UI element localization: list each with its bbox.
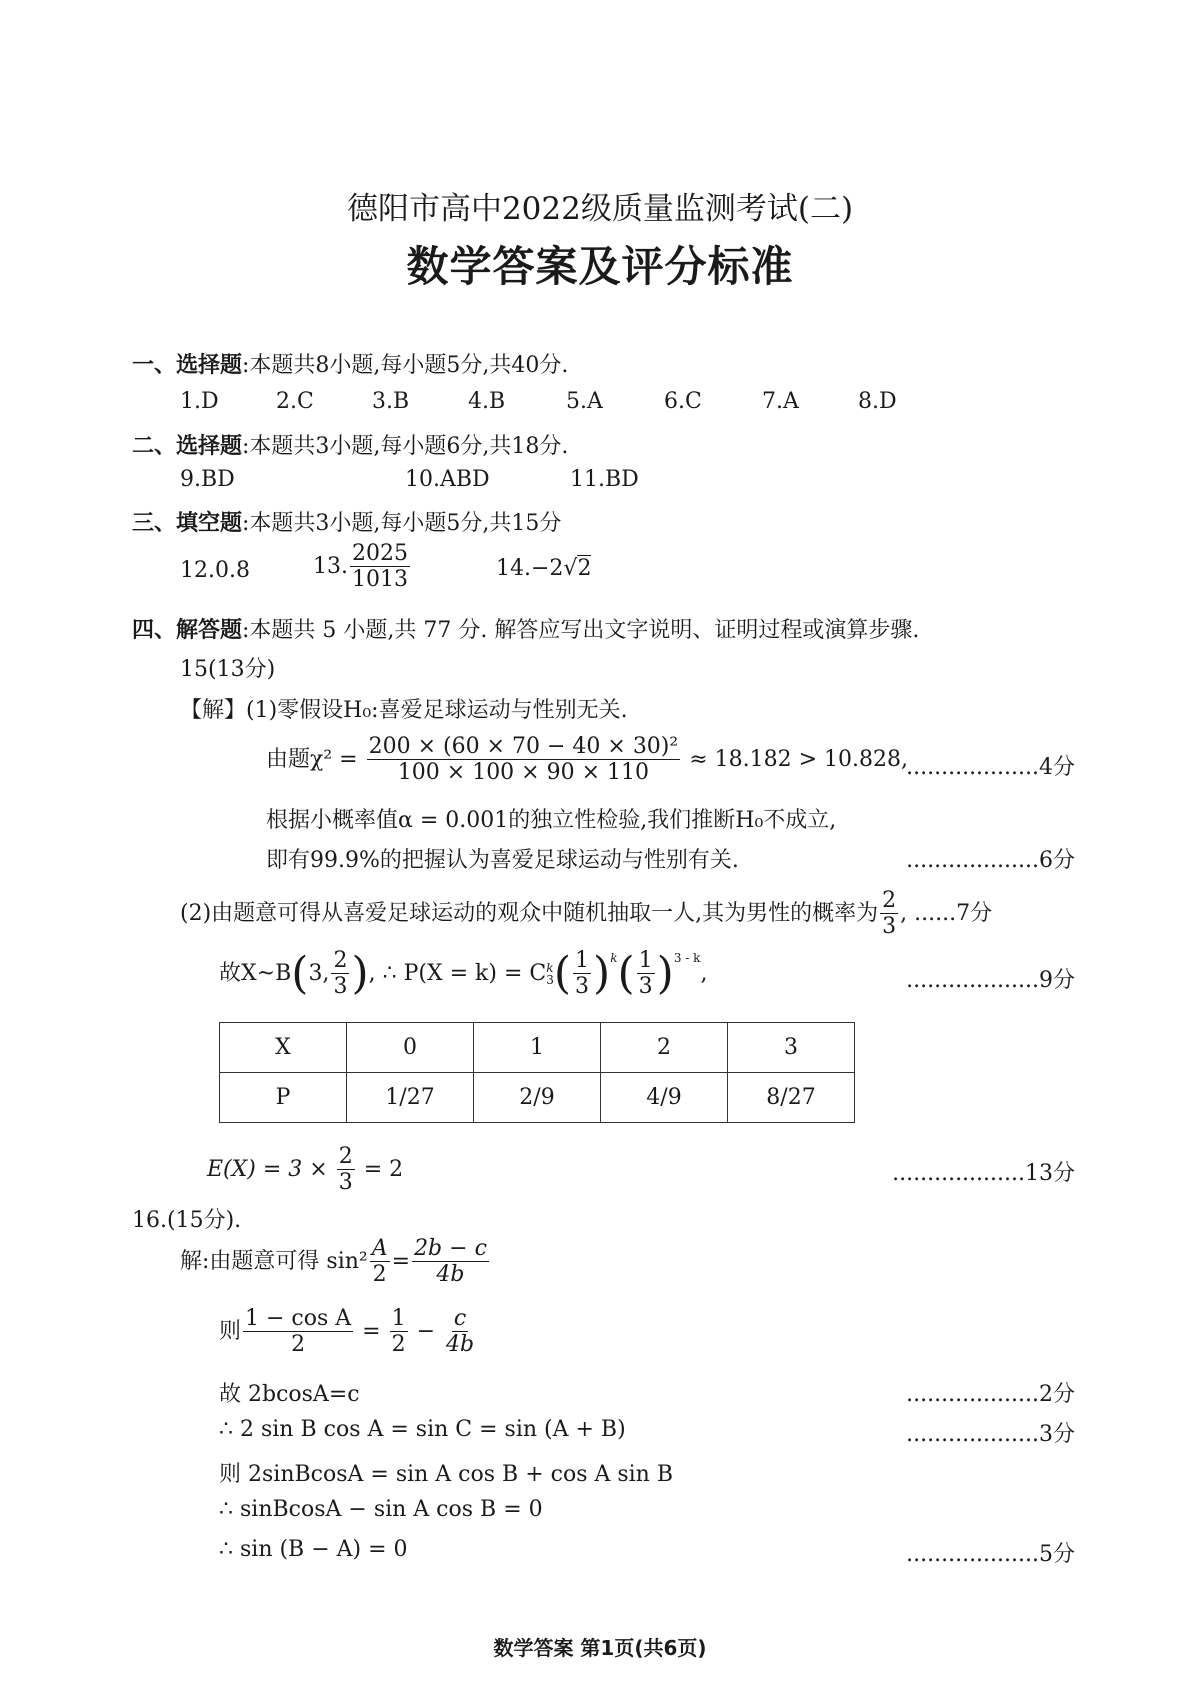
q15-part-2-num: 2 xyxy=(882,888,897,913)
q15-score-9: ...................9分 xyxy=(906,968,1075,993)
q15-comb-sub: 3 xyxy=(546,972,554,987)
section-3-heading xyxy=(132,506,561,537)
q15-binomial-formula xyxy=(219,948,707,1000)
section-2-desc: :本题共3小题,每小题6分,共18分. xyxy=(242,434,569,459)
q15-binomial-prefix: 故X~B xyxy=(219,960,292,986)
q15-line-1: 【解】(1)零假设H₀:喜爱足球运动与性别无关. xyxy=(180,698,628,723)
q15-comb-indices xyxy=(546,962,554,986)
q15-title: 15(13分) xyxy=(180,657,276,682)
q16-line-2-frac-3 xyxy=(444,1306,476,1358)
left-paren-icon: ( xyxy=(553,947,572,999)
answer-13 xyxy=(313,541,412,593)
q16-line-1-prefix: 解:由题意可得 sin² xyxy=(180,1248,368,1274)
q16-line-2-den-2: 2 xyxy=(391,1332,406,1358)
table-cell: 2 xyxy=(601,1023,728,1073)
q15-part-2 xyxy=(180,888,992,940)
section-1-heading xyxy=(132,348,568,379)
answer-14-radicand: 2 xyxy=(577,556,592,581)
section-1-label: 一、选择题 xyxy=(132,353,243,378)
section-1-desc: :本题共8小题,每小题5分,共40分. xyxy=(242,353,569,378)
q16-score-3: ...................3分 xyxy=(906,1422,1075,1447)
q15-expectation-den: 3 xyxy=(338,1170,353,1196)
q16-line-2 xyxy=(219,1306,478,1358)
answer-10: 10.ABD xyxy=(405,467,490,492)
q16-line-1-den-1: 2 xyxy=(372,1262,387,1288)
q15-binomial-p-num: 2 xyxy=(333,948,348,973)
answer-3: 3.B xyxy=(372,389,410,414)
q16-line-1-num-2: 2b − c xyxy=(414,1236,487,1261)
table-cell: P xyxy=(220,1073,347,1123)
section-3-label: 三、填空题 xyxy=(132,511,243,536)
section-2-heading xyxy=(132,429,568,460)
left-paren-icon: ( xyxy=(291,947,309,999)
q16-line-1-frac-2 xyxy=(412,1236,489,1288)
q15-pmf-frac-2-den: 3 xyxy=(638,974,653,1000)
q16-score-2: ...................2分 xyxy=(906,1382,1075,1407)
answer-2: 2.C xyxy=(276,389,314,414)
answer-14-prefix: 14.−2 xyxy=(496,556,564,581)
q15-chi-den: 100 × 100 × 90 × 110 xyxy=(397,760,650,786)
q15-score-4: ...................4分 xyxy=(906,755,1075,780)
q15-expectation-fraction xyxy=(337,1144,355,1196)
answer-6: 6.C xyxy=(664,389,702,414)
q15-pmf-frac-2-num: 1 xyxy=(638,948,653,973)
q16-line-6: ∴ sinBcosA − sin A cos B = 0 xyxy=(219,1497,543,1522)
q15-expectation xyxy=(207,1144,403,1196)
answer-13-den: 1013 xyxy=(352,567,408,593)
q15-chi-square-formula xyxy=(266,734,908,786)
exam-title: 德阳市高中2022级质量监测考试(二) xyxy=(346,191,854,227)
q15-binomial-p-den: 3 xyxy=(333,974,348,1000)
section-3-desc: :本题共3小题,每小题5分,共15分 xyxy=(242,511,562,536)
page-footer: 数学答案 第1页(共6页) xyxy=(493,1636,707,1660)
q15-comb-sup: k xyxy=(546,960,554,975)
right-paren-icon: ) xyxy=(351,947,369,999)
q15-pmf-comma: , xyxy=(700,960,708,986)
answer-14 xyxy=(496,556,591,581)
q16-line-2-den-3: 4b xyxy=(446,1332,475,1358)
q15-part-2-den: 3 xyxy=(882,914,897,940)
table-cell: X xyxy=(220,1023,347,1073)
section-4-heading xyxy=(132,613,919,644)
q15-pmf-exp-2: 3 - k xyxy=(673,950,701,965)
q16-line-2-eq: = xyxy=(362,1318,381,1344)
answer-4: 4.B xyxy=(468,389,506,414)
q16-line-1-frac-1 xyxy=(370,1236,390,1288)
sqrt-sign-icon: √ xyxy=(563,556,578,581)
q16-line-1-num-1: A xyxy=(371,1236,388,1261)
table-cell: 0 xyxy=(347,1023,474,1073)
answer-13-num: 2025 xyxy=(352,541,408,566)
table-cell: 3 xyxy=(728,1023,855,1073)
q16-line-2-num-2: 1 xyxy=(391,1306,406,1331)
q15-pmf-frac-1-num: 1 xyxy=(575,948,590,973)
q15-line-3: 根据小概率值α = 0.001的独立性检验,我们推断H₀不成立, xyxy=(266,808,837,833)
q15-pmf-frac-1 xyxy=(573,948,591,1000)
q15-line-4: 即有99.9%的把握认为喜爱足球运动与性别有关. xyxy=(266,848,739,873)
q15-pmf-prefix: , ∴ P(X = k) = C xyxy=(368,960,547,986)
q15-chi-suffix: ≈ 18.182 > 10.828, xyxy=(689,746,909,772)
q15-score-13: ...................13分 xyxy=(892,1161,1075,1186)
left-paren-icon: ( xyxy=(617,947,635,999)
q15-chi-prefix: 由题χ² = xyxy=(266,746,358,772)
document-subtitle: 数学答案及评分标准 xyxy=(406,242,794,291)
answer-1: 1.D xyxy=(180,389,219,414)
table-cell: 4/9 xyxy=(601,1073,728,1123)
section-4-desc: :本题共 5 小题,共 77 分. 解答应写出文字说明、证明过程或演算步骤. xyxy=(242,618,920,643)
q16-line-2-num-3: c xyxy=(453,1306,467,1331)
q15-part-2-fraction xyxy=(880,888,898,940)
q16-line-2-prefix: 则 xyxy=(219,1318,242,1344)
q15-pmf-frac-2 xyxy=(637,948,655,1000)
q16-line-4: ∴ 2 sin B cos A = sin C = sin (A + B) xyxy=(219,1417,626,1442)
q15-pmf-frac-1-den: 3 xyxy=(575,974,590,1000)
q16-line-7: ∴ sin (B − A) = 0 xyxy=(219,1537,408,1562)
q16-line-5: 则 2sinBcosA = sin A cos B + cos A sin B xyxy=(219,1462,674,1487)
q15-expectation-result: = 2 xyxy=(363,1156,404,1182)
q15-score-7: , ......7分 xyxy=(900,900,993,926)
table-row xyxy=(220,1073,855,1123)
q16-line-1 xyxy=(180,1236,491,1288)
table-cell: 1/27 xyxy=(347,1073,474,1123)
q16-line-2-minus: − xyxy=(416,1318,436,1344)
q16-line-3: 故 2bcosA=c xyxy=(219,1382,360,1407)
q16-line-1-den-2: 4b xyxy=(436,1262,465,1288)
q16-title: 16.(15分). xyxy=(132,1208,242,1233)
right-paren-icon: ) xyxy=(593,947,611,999)
q15-binomial-p xyxy=(331,948,349,1000)
section-4-label: 四、解答题 xyxy=(132,618,243,643)
q15-part-2-text: (2)由题意可得从喜爱足球运动的观众中随机抽取一人,其为男性的概率为 xyxy=(180,900,879,926)
q16-line-1-eq: = xyxy=(391,1248,411,1274)
table-cell: 8/27 xyxy=(728,1073,855,1123)
q15-pmf-exp-1: k xyxy=(610,950,618,965)
answer-8: 8.D xyxy=(858,389,897,414)
q16-line-2-frac-1 xyxy=(243,1306,353,1358)
section-2-label: 二、选择题 xyxy=(132,434,243,459)
answer-13-fraction xyxy=(350,541,410,593)
q16-line-2-frac-2 xyxy=(390,1306,408,1358)
q15-chi-fraction xyxy=(367,734,681,786)
q15-expectation-prefix: E(X) = 3 × xyxy=(207,1156,328,1182)
q15-chi-num: 200 × (60 × 70 − 40 × 30)² xyxy=(368,734,679,759)
q16-score-5: ...................5分 xyxy=(906,1542,1075,1567)
q15-score-6: ...................6分 xyxy=(906,848,1075,873)
q16-line-2-den-1: 2 xyxy=(291,1332,306,1358)
q15-expectation-num: 2 xyxy=(338,1144,353,1169)
answer-5: 5.A xyxy=(566,389,603,414)
right-paren-icon: ) xyxy=(656,947,674,999)
table-row xyxy=(220,1023,855,1073)
answer-13-prefix: 13. xyxy=(313,553,348,579)
table-cell: 2/9 xyxy=(474,1073,601,1123)
distribution-table xyxy=(219,1022,855,1123)
answer-12: 12.0.8 xyxy=(180,558,250,583)
answer-11: 11.BD xyxy=(570,467,639,492)
q16-line-2-num-1: 1 − cos A xyxy=(245,1306,352,1331)
q15-binomial-n: 3, xyxy=(308,960,330,986)
table-cell: 1 xyxy=(474,1023,601,1073)
answer-9: 9.BD xyxy=(180,467,235,492)
answer-7: 7.A xyxy=(762,389,799,414)
